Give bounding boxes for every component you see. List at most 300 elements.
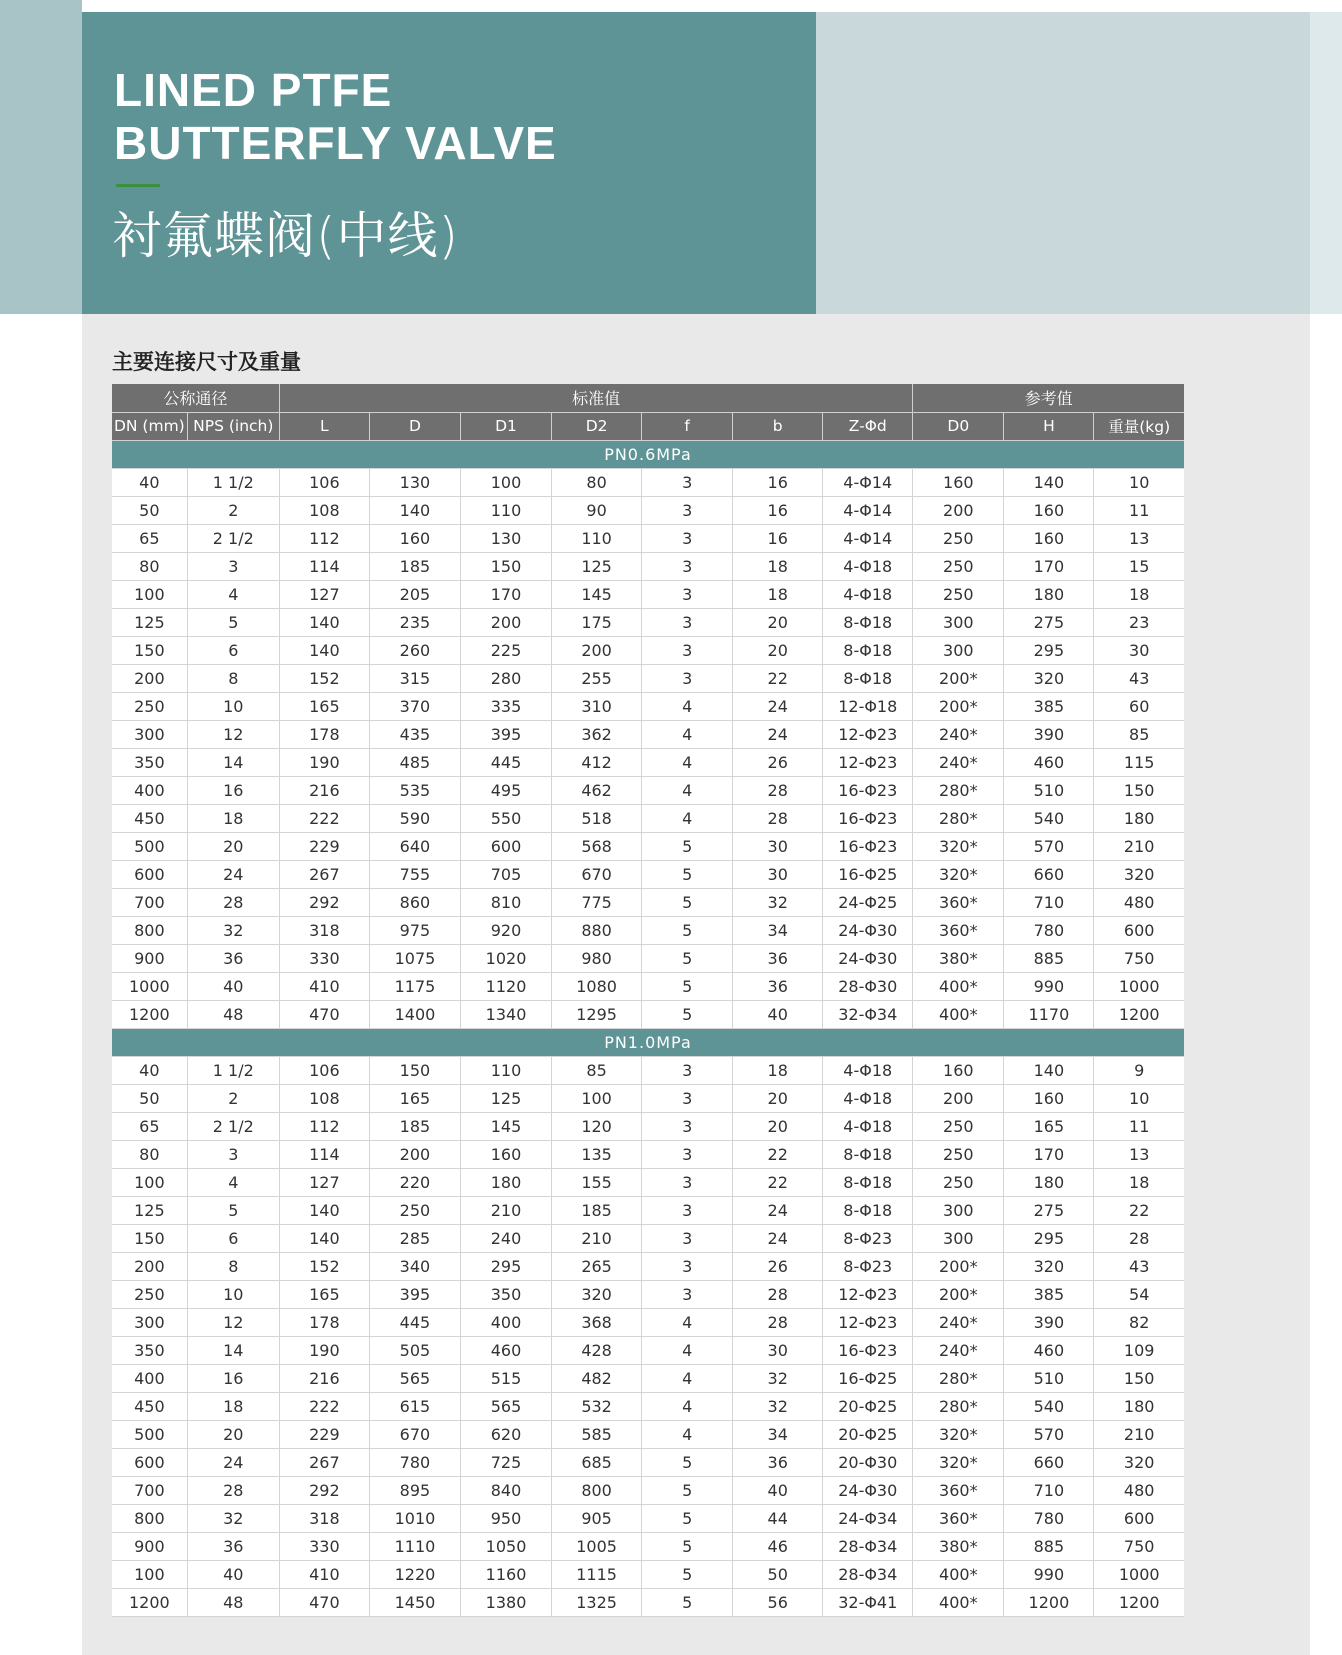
table-cell: 990 [1004, 972, 1094, 1000]
table-cell: 8-Φ18 [823, 1140, 913, 1168]
table-cell: 318 [279, 916, 369, 944]
table-cell: 115 [1094, 748, 1184, 776]
table-cell: 1120 [460, 972, 551, 1000]
table-cell: 109 [1094, 1336, 1184, 1364]
table-cell: 140 [1004, 468, 1094, 496]
table-cell: 8-Φ18 [823, 608, 913, 636]
table-cell: 660 [1004, 860, 1094, 888]
table-cell: 285 [369, 1224, 460, 1252]
table-cell: 5 [642, 1476, 733, 1504]
table-cell: 400* [913, 1588, 1004, 1616]
table-cell: 482 [552, 1364, 642, 1392]
table-cell: 310 [552, 692, 642, 720]
table-cell: 3 [642, 1196, 733, 1224]
table-cell: 1000 [1094, 972, 1184, 1000]
table-cell: 300 [913, 608, 1004, 636]
table-cell: 18 [733, 552, 823, 580]
table-cell: 165 [279, 692, 369, 720]
table-row [112, 860, 1184, 888]
table-cell: 200 [369, 1140, 460, 1168]
table-row [112, 916, 1184, 944]
table-cell: 980 [552, 944, 642, 972]
table-cell: 260 [369, 636, 460, 664]
table-cell: 380* [913, 1532, 1004, 1560]
table-row [112, 1168, 1184, 1196]
table-cell: 280* [913, 1392, 1004, 1420]
table-cell: 840 [460, 1476, 551, 1504]
table-cell: 1340 [460, 1000, 551, 1028]
table-cell: 540 [1004, 1392, 1094, 1420]
banner-side-right [816, 12, 1310, 314]
table-cell: 4-Φ18 [823, 1112, 913, 1140]
table-cell: 250 [112, 692, 187, 720]
table-cell: 24 [733, 720, 823, 748]
table-cell: 412 [552, 748, 642, 776]
column-header-d: D [369, 412, 460, 440]
table-cell: 4 [642, 748, 733, 776]
table-cell: 600 [1094, 916, 1184, 944]
column-header-z-d: Z-Φd [823, 412, 913, 440]
table-cell: 860 [369, 888, 460, 916]
table-cell: 229 [279, 832, 369, 860]
table-cell: 500 [112, 1420, 187, 1448]
table-cell: 585 [552, 1420, 642, 1448]
table-cell: 235 [369, 608, 460, 636]
table-cell: 350 [112, 748, 187, 776]
table-cell: 150 [112, 636, 187, 664]
table-cell: 114 [279, 1140, 369, 1168]
table-cell: 460 [1004, 748, 1094, 776]
table-row [112, 664, 1184, 692]
table-cell: 8-Φ18 [823, 664, 913, 692]
table-cell: 410 [279, 1560, 369, 1588]
table-cell: 28-Φ34 [823, 1560, 913, 1588]
table-cell: 140 [369, 496, 460, 524]
table-cell: 3 [642, 1140, 733, 1168]
table-cell: 190 [279, 1336, 369, 1364]
table-cell: 200* [913, 1252, 1004, 1280]
table-cell: 24-Φ30 [823, 916, 913, 944]
table-cell: 340 [369, 1252, 460, 1280]
table-cell: 1 1/2 [187, 1056, 279, 1084]
table-cell: 3 [642, 524, 733, 552]
table-cell: 600 [112, 860, 187, 888]
table-cell: 360* [913, 1476, 1004, 1504]
column-header-nps: NPS (inch) [187, 412, 279, 440]
table-cell: 16-Φ23 [823, 1336, 913, 1364]
table-cell: 292 [279, 1476, 369, 1504]
table-cell: 32-Φ41 [823, 1588, 913, 1616]
table-row [112, 748, 1184, 776]
table-cell: 190 [279, 748, 369, 776]
table-row [112, 944, 1184, 972]
table-cell: 3 [642, 1168, 733, 1196]
table-cell: 32 [733, 1392, 823, 1420]
table-cell: 8-Φ18 [823, 1196, 913, 1224]
table-cell: 435 [369, 720, 460, 748]
table-row [112, 1448, 1184, 1476]
table-cell: 125 [552, 552, 642, 580]
table-cell: 170 [1004, 1140, 1094, 1168]
table-cell: 280* [913, 1364, 1004, 1392]
table-cell: 510 [1004, 776, 1094, 804]
table-cell: 885 [1004, 1532, 1094, 1560]
table-cell: 160 [369, 524, 460, 552]
table-cell: 16 [187, 776, 279, 804]
table-cell: 400 [112, 1364, 187, 1392]
table-cell: 775 [552, 888, 642, 916]
table-cell: 250 [913, 1168, 1004, 1196]
table-cell: 12-Φ23 [823, 1308, 913, 1336]
table-cell: 3 [642, 664, 733, 692]
table-cell: 100 [112, 1560, 187, 1588]
table-cell: 255 [552, 664, 642, 692]
table-cell: 318 [279, 1504, 369, 1532]
table-cell: 1450 [369, 1588, 460, 1616]
table-cell: 1005 [552, 1532, 642, 1560]
table-cell: 280 [460, 664, 551, 692]
table-cell: 750 [1094, 1532, 1184, 1560]
table-cell: 11 [1094, 1112, 1184, 1140]
table-cell: 3 [642, 1112, 733, 1140]
table-cell: 30 [1094, 636, 1184, 664]
product-title [114, 64, 557, 170]
table-cell: 320* [913, 1420, 1004, 1448]
table-cell: 710 [1004, 888, 1094, 916]
table-cell: 505 [369, 1336, 460, 1364]
table-cell: 485 [369, 748, 460, 776]
table-cell: 22 [733, 664, 823, 692]
table-cell: 165 [1004, 1112, 1094, 1140]
table-cell: 130 [369, 468, 460, 496]
table-cell: 350 [460, 1280, 551, 1308]
table-cell: 320 [1094, 860, 1184, 888]
table-cell: 750 [1094, 944, 1184, 972]
table-cell: 165 [279, 1280, 369, 1308]
table-cell: 450 [112, 804, 187, 832]
table-cell: 780 [1004, 916, 1094, 944]
table-cell: 24 [733, 1224, 823, 1252]
table-cell: 24 [187, 860, 279, 888]
table-cell: 320* [913, 860, 1004, 888]
table-cell: 905 [552, 1504, 642, 1532]
table-cell: 810 [460, 888, 551, 916]
table-cell: 180 [1004, 580, 1094, 608]
table-cell: 1175 [369, 972, 460, 1000]
table-cell: 250 [112, 1280, 187, 1308]
table-cell: 370 [369, 692, 460, 720]
title-banner [82, 12, 816, 314]
table-cell: 510 [1004, 1364, 1094, 1392]
table-cell: 40 [112, 468, 187, 496]
table-cell: 170 [1004, 552, 1094, 580]
table-cell: 220 [369, 1168, 460, 1196]
table-cell: 10 [1094, 1084, 1184, 1112]
table-cell: 222 [279, 804, 369, 832]
table-cell: 3 [642, 468, 733, 496]
table-body [112, 440, 1184, 1616]
table-cell: 32 [733, 888, 823, 916]
table-row [112, 1084, 1184, 1112]
banner-edge [1310, 12, 1342, 314]
table-cell: 200 [112, 1252, 187, 1280]
table-cell: 32 [733, 1364, 823, 1392]
table-cell: 108 [279, 496, 369, 524]
table-cell: 532 [552, 1392, 642, 1420]
table-cell: 1000 [112, 972, 187, 1000]
table-row [112, 1392, 1184, 1420]
table-cell: 6 [187, 636, 279, 664]
table-cell: 20 [733, 636, 823, 664]
table-row [112, 776, 1184, 804]
table-cell: 28 [1094, 1224, 1184, 1252]
table-cell: 185 [552, 1196, 642, 1224]
table-cell: 265 [552, 1252, 642, 1280]
table-cell: 1200 [1094, 1000, 1184, 1028]
table-cell: 725 [460, 1448, 551, 1476]
table-cell: 28-Φ30 [823, 972, 913, 1000]
table-cell: 360* [913, 888, 1004, 916]
table-cell: 20-Φ30 [823, 1448, 913, 1476]
table-cell: 275 [1004, 1196, 1094, 1224]
table-cell: 100 [460, 468, 551, 496]
table-cell: 106 [279, 468, 369, 496]
table-cell: 145 [460, 1112, 551, 1140]
column-header-d2: D2 [552, 412, 642, 440]
table-cell: 250 [913, 1112, 1004, 1140]
table-cell: 4 [642, 692, 733, 720]
table-cell: 880 [552, 916, 642, 944]
table-cell: 10 [187, 692, 279, 720]
table-cell: 250 [913, 1140, 1004, 1168]
table-cell: 152 [279, 1252, 369, 1280]
table-cell: 14 [187, 748, 279, 776]
table-cell: 250 [913, 580, 1004, 608]
table-cell: 10 [187, 1280, 279, 1308]
table-cell: 295 [1004, 636, 1094, 664]
table-cell: 240* [913, 748, 1004, 776]
table-cell: 22 [733, 1168, 823, 1196]
table-cell: 200 [913, 496, 1004, 524]
table-cell: 200* [913, 664, 1004, 692]
table-cell: 660 [1004, 1448, 1094, 1476]
table-row [112, 804, 1184, 832]
table-cell: 8-Φ23 [823, 1252, 913, 1280]
table-row [112, 1532, 1184, 1560]
table-cell: 48 [187, 1588, 279, 1616]
table-cell: 1200 [1004, 1588, 1094, 1616]
table-cell: 36 [187, 944, 279, 972]
table-cell: 185 [369, 552, 460, 580]
table-row [112, 888, 1184, 916]
table-cell: 40 [733, 1000, 823, 1028]
table-cell: 24 [187, 1448, 279, 1476]
table-cell: 240* [913, 1336, 1004, 1364]
table-cell: 1325 [552, 1588, 642, 1616]
table-cell: 80 [552, 468, 642, 496]
table-cell: 16-Φ25 [823, 1364, 913, 1392]
table-cell: 320 [1004, 1252, 1094, 1280]
table-cell: 26 [733, 1252, 823, 1280]
table-cell: 32-Φ34 [823, 1000, 913, 1028]
table-cell: 320* [913, 832, 1004, 860]
table-cell: 24-Φ30 [823, 1476, 913, 1504]
table-cell: 140 [279, 636, 369, 664]
table-cell: 32 [187, 916, 279, 944]
table-cell: 140 [279, 1196, 369, 1224]
table-cell: 4-Φ14 [823, 496, 913, 524]
column-header-f: f [642, 412, 733, 440]
table-cell: 12-Φ23 [823, 748, 913, 776]
table-cell: 1295 [552, 1000, 642, 1028]
table-cell: 110 [460, 496, 551, 524]
table-cell: 85 [1094, 720, 1184, 748]
table-cell: 18 [733, 1056, 823, 1084]
table-cell: 82 [1094, 1308, 1184, 1336]
table-cell: 390 [1004, 720, 1094, 748]
table-cell: 50 [733, 1560, 823, 1588]
table-cell: 20-Φ25 [823, 1392, 913, 1420]
table-cell: 710 [1004, 1476, 1094, 1504]
table-cell: 100 [112, 1168, 187, 1196]
table-cell: 20 [733, 1112, 823, 1140]
table-cell: 180 [1004, 1168, 1094, 1196]
table-cell: 36 [733, 1448, 823, 1476]
table-cell: 1220 [369, 1560, 460, 1588]
table-cell: 568 [552, 832, 642, 860]
table-cell: 4 [642, 804, 733, 832]
table-row [112, 1112, 1184, 1140]
table-cell: 20 [733, 1084, 823, 1112]
table-cell: 4 [642, 1364, 733, 1392]
table-cell: 1200 [1094, 1588, 1184, 1616]
table-cell: 1075 [369, 944, 460, 972]
table-row [112, 1420, 1184, 1448]
table-cell: 320 [552, 1280, 642, 1308]
table-cell: 180 [1094, 1392, 1184, 1420]
table-row [112, 720, 1184, 748]
table-cell: 125 [112, 1196, 187, 1224]
table-cell: 5 [642, 860, 733, 888]
table-cell: 130 [460, 524, 551, 552]
table-cell: 495 [460, 776, 551, 804]
table-cell: 320* [913, 1448, 1004, 1476]
table-cell: 705 [460, 860, 551, 888]
table-cell: 65 [112, 1112, 187, 1140]
table-cell: 640 [369, 832, 460, 860]
column-header-dn: DN (mm) [112, 412, 187, 440]
table-cell: 3 [642, 636, 733, 664]
table-cell: 2 [187, 1084, 279, 1112]
table-cell: 5 [642, 1504, 733, 1532]
table-cell: 445 [460, 748, 551, 776]
table-cell: 40 [733, 1476, 823, 1504]
table-cell: 24 [733, 692, 823, 720]
table-cell: 480 [1094, 1476, 1184, 1504]
table-cell: 108 [279, 1084, 369, 1112]
table-cell: 4-Φ18 [823, 580, 913, 608]
table-cell: 3 [642, 1252, 733, 1280]
table-cell: 700 [112, 888, 187, 916]
table-cell: 110 [460, 1056, 551, 1084]
table-cell: 240* [913, 720, 1004, 748]
table-cell: 100 [112, 580, 187, 608]
table-cell: 8-Φ18 [823, 1168, 913, 1196]
table-cell: 16-Φ23 [823, 804, 913, 832]
table-cell: 200 [552, 636, 642, 664]
table-cell: 300 [112, 720, 187, 748]
table-cell: 320 [1094, 1448, 1184, 1476]
table-cell: 5 [642, 832, 733, 860]
table-row [112, 1308, 1184, 1336]
table-row [112, 1588, 1184, 1616]
table-cell: 200 [913, 1084, 1004, 1112]
table-cell: 570 [1004, 1420, 1094, 1448]
table-cell: 125 [112, 608, 187, 636]
table-row [112, 1336, 1184, 1364]
table-cell: 570 [1004, 832, 1094, 860]
table-cell: 900 [112, 944, 187, 972]
table-cell: 200* [913, 692, 1004, 720]
table-row [112, 832, 1184, 860]
table-row [112, 468, 1184, 496]
product-title-chinese: 衬氟蝶阀(中线) [112, 207, 460, 265]
banner-side-left [0, 0, 82, 314]
table-row [112, 1252, 1184, 1280]
table-cell: 140 [279, 1224, 369, 1252]
table-row [112, 496, 1184, 524]
table-cell: 200 [460, 608, 551, 636]
table-cell: 4 [187, 580, 279, 608]
table-cell: 5 [642, 1000, 733, 1028]
table-cell: 3 [642, 1224, 733, 1252]
table-cell: 685 [552, 1448, 642, 1476]
table-cell: 216 [279, 1364, 369, 1392]
table-cell: 400* [913, 1000, 1004, 1028]
table-cell: 5 [642, 944, 733, 972]
column-header-d1: D1 [460, 412, 551, 440]
table-cell: 5 [187, 1196, 279, 1224]
table-cell: 470 [279, 1000, 369, 1028]
table-cell: 150 [1094, 1364, 1184, 1392]
table-cell: 16-Φ23 [823, 776, 913, 804]
column-header-b: b [733, 412, 823, 440]
table-cell: 540 [1004, 804, 1094, 832]
table-cell: 85 [552, 1056, 642, 1084]
table-cell: 267 [279, 860, 369, 888]
table-cell: 43 [1094, 664, 1184, 692]
table-cell: 170 [460, 580, 551, 608]
table-cell: 16 [187, 1364, 279, 1392]
table-cell: 150 [1094, 776, 1184, 804]
table-cell: 6 [187, 1224, 279, 1252]
table-cell: 43 [1094, 1252, 1184, 1280]
table-cell: 295 [460, 1252, 551, 1280]
table-cell: 250 [913, 552, 1004, 580]
table-cell: 32 [187, 1504, 279, 1532]
table-cell: 12 [187, 1308, 279, 1336]
table-cell: 1010 [369, 1504, 460, 1532]
table-cell: 395 [369, 1280, 460, 1308]
table-cell: 110 [552, 524, 642, 552]
table-cell: 4 [642, 776, 733, 804]
table-cell: 300 [913, 1224, 1004, 1252]
table-cell: 28 [187, 888, 279, 916]
table-cell: 127 [279, 1168, 369, 1196]
table-cell: 1110 [369, 1532, 460, 1560]
table-cell: 975 [369, 916, 460, 944]
table-cell: 400 [460, 1308, 551, 1336]
